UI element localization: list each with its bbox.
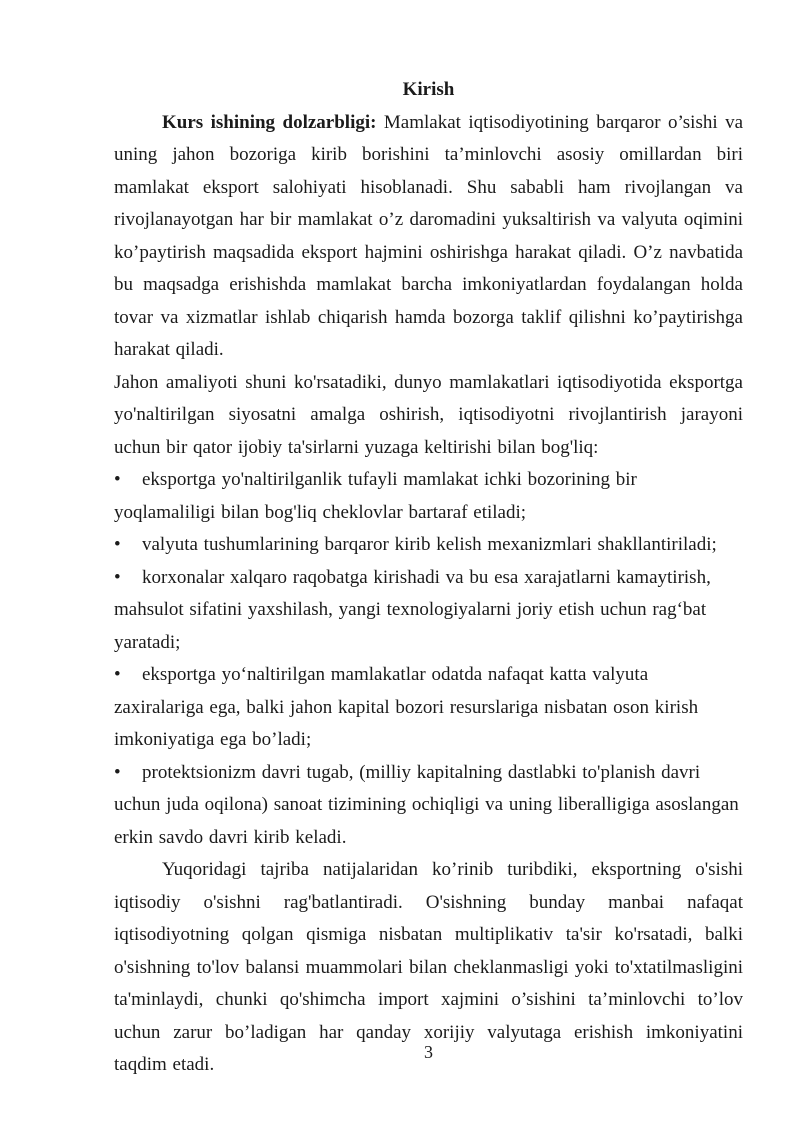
list-item-text: korxonalar xalqaro raqobatga kirishadi va bu esa xarajatlarni kamaytirish, mahsulot sifatini yaxshilash, yangi texnologiyalarni joriy etish uchun rag‘bat yaratadi; [114, 566, 711, 653]
list-item [114, 659, 743, 757]
list-item-text: protektsionizm davri tugab, (milliy kapitalning dastlabki to'planish davri uchun juda oqilona) sanoat tizimining ochiqligi va uning liberalligiga asoslangan erkin savdo davri kirib keladi. [114, 761, 739, 848]
paragraph-world-practice: Jahon amaliyoti shuni ko'rsatadiki, dunyo mamlakatlari iqtisodiyotida eksportga yo'naltirilgan siyosatni amalga oshirish, iqtisodiyotni rivojlantirish jarayoni uchun bir qator ijobiy ta'sirlarni yuzaga keltirishi bilan bog'liq: [114, 371, 743, 458]
paragraph-relevance-lead: Kurs ishining dolzarbligi: [162, 111, 377, 133]
list-item [114, 529, 743, 562]
bullet-icon: • [114, 761, 121, 783]
list-item [114, 757, 743, 855]
bullet-icon: • [114, 566, 121, 588]
document-content [114, 74, 743, 1082]
paragraph-relevance [114, 107, 743, 367]
list-item-text: valyuta tushumlarining barqaror kirib kelish mexanizmlari shakllantiriladi; [142, 534, 717, 555]
list-item [114, 562, 743, 660]
bullet-list [114, 464, 743, 854]
page-number: 3 [424, 1042, 433, 1062]
page-title: Kirish [402, 79, 455, 100]
paragraph-conclusion: Yuqoridagi tajriba natijalaridan ko’rinib turibdiki, eksportning o'sishi iqtisodiy o'sishni rag'batlantiradi. O'sishning bunday manbai nafaqat iqtisodiyotning qolgan qismiga nisbatan multiplikativ ta'sir ko'rsatadi, balki o'sishning to'lov balansi muammolari bilan cheklanmasligi yoki to'xtatilmasligini ta'minlaydi, chunki qo'shimcha import xajmini o’sishini ta’minlovchi to’lov uchun zarur bo’ladigan har qanday xorijiy valyutaga erishish imkoniyatini taqdim etadi. [114, 859, 743, 1075]
paragraph-relevance-text: Mamlakat iqtisodiyotining barqaror o’sishi va uning jahon bozoriga kirib borishini ta’minlovchi asosiy omillardan biri mamlakat eksport salohiyati hisoblanadi. Shu sababli ham rivojlangan va rivojlanayotgan har bir mamlakat o’z daromadini yuksaltirish va valyuta oqimini ko’paytirish maqsadida eksport hajmini oshirishga harakat qiladi. O’z navbatida bu maqsadga erishishda mamlakat barcha imkoniyatlardan foydalangan holda tovar va xizmatlar ishlab chiqarish hamda bozorga taklif qilishni ko’paytirishga harakat qiladi. [114, 111, 743, 360]
list-item-text: eksportga yo'naltirilganlik tufayli mamlakat ichki bozorining bir yoqlamaliligi bilan bog'liq cheklovlar bartaraf etiladi; [114, 469, 637, 523]
bullet-icon: • [114, 469, 121, 490]
bullet-icon: • [114, 534, 121, 555]
list-item [114, 464, 743, 529]
list-item-text: eksportga yo‘naltirilgan mamlakatlar odatda nafaqat katta valyuta zaxiralariga ega, balki jahon kapital bozori resurslariga nisbatan oson kirish imkoniyatiga ega bo’ladi; [114, 664, 699, 750]
bullet-icon: • [114, 664, 121, 685]
